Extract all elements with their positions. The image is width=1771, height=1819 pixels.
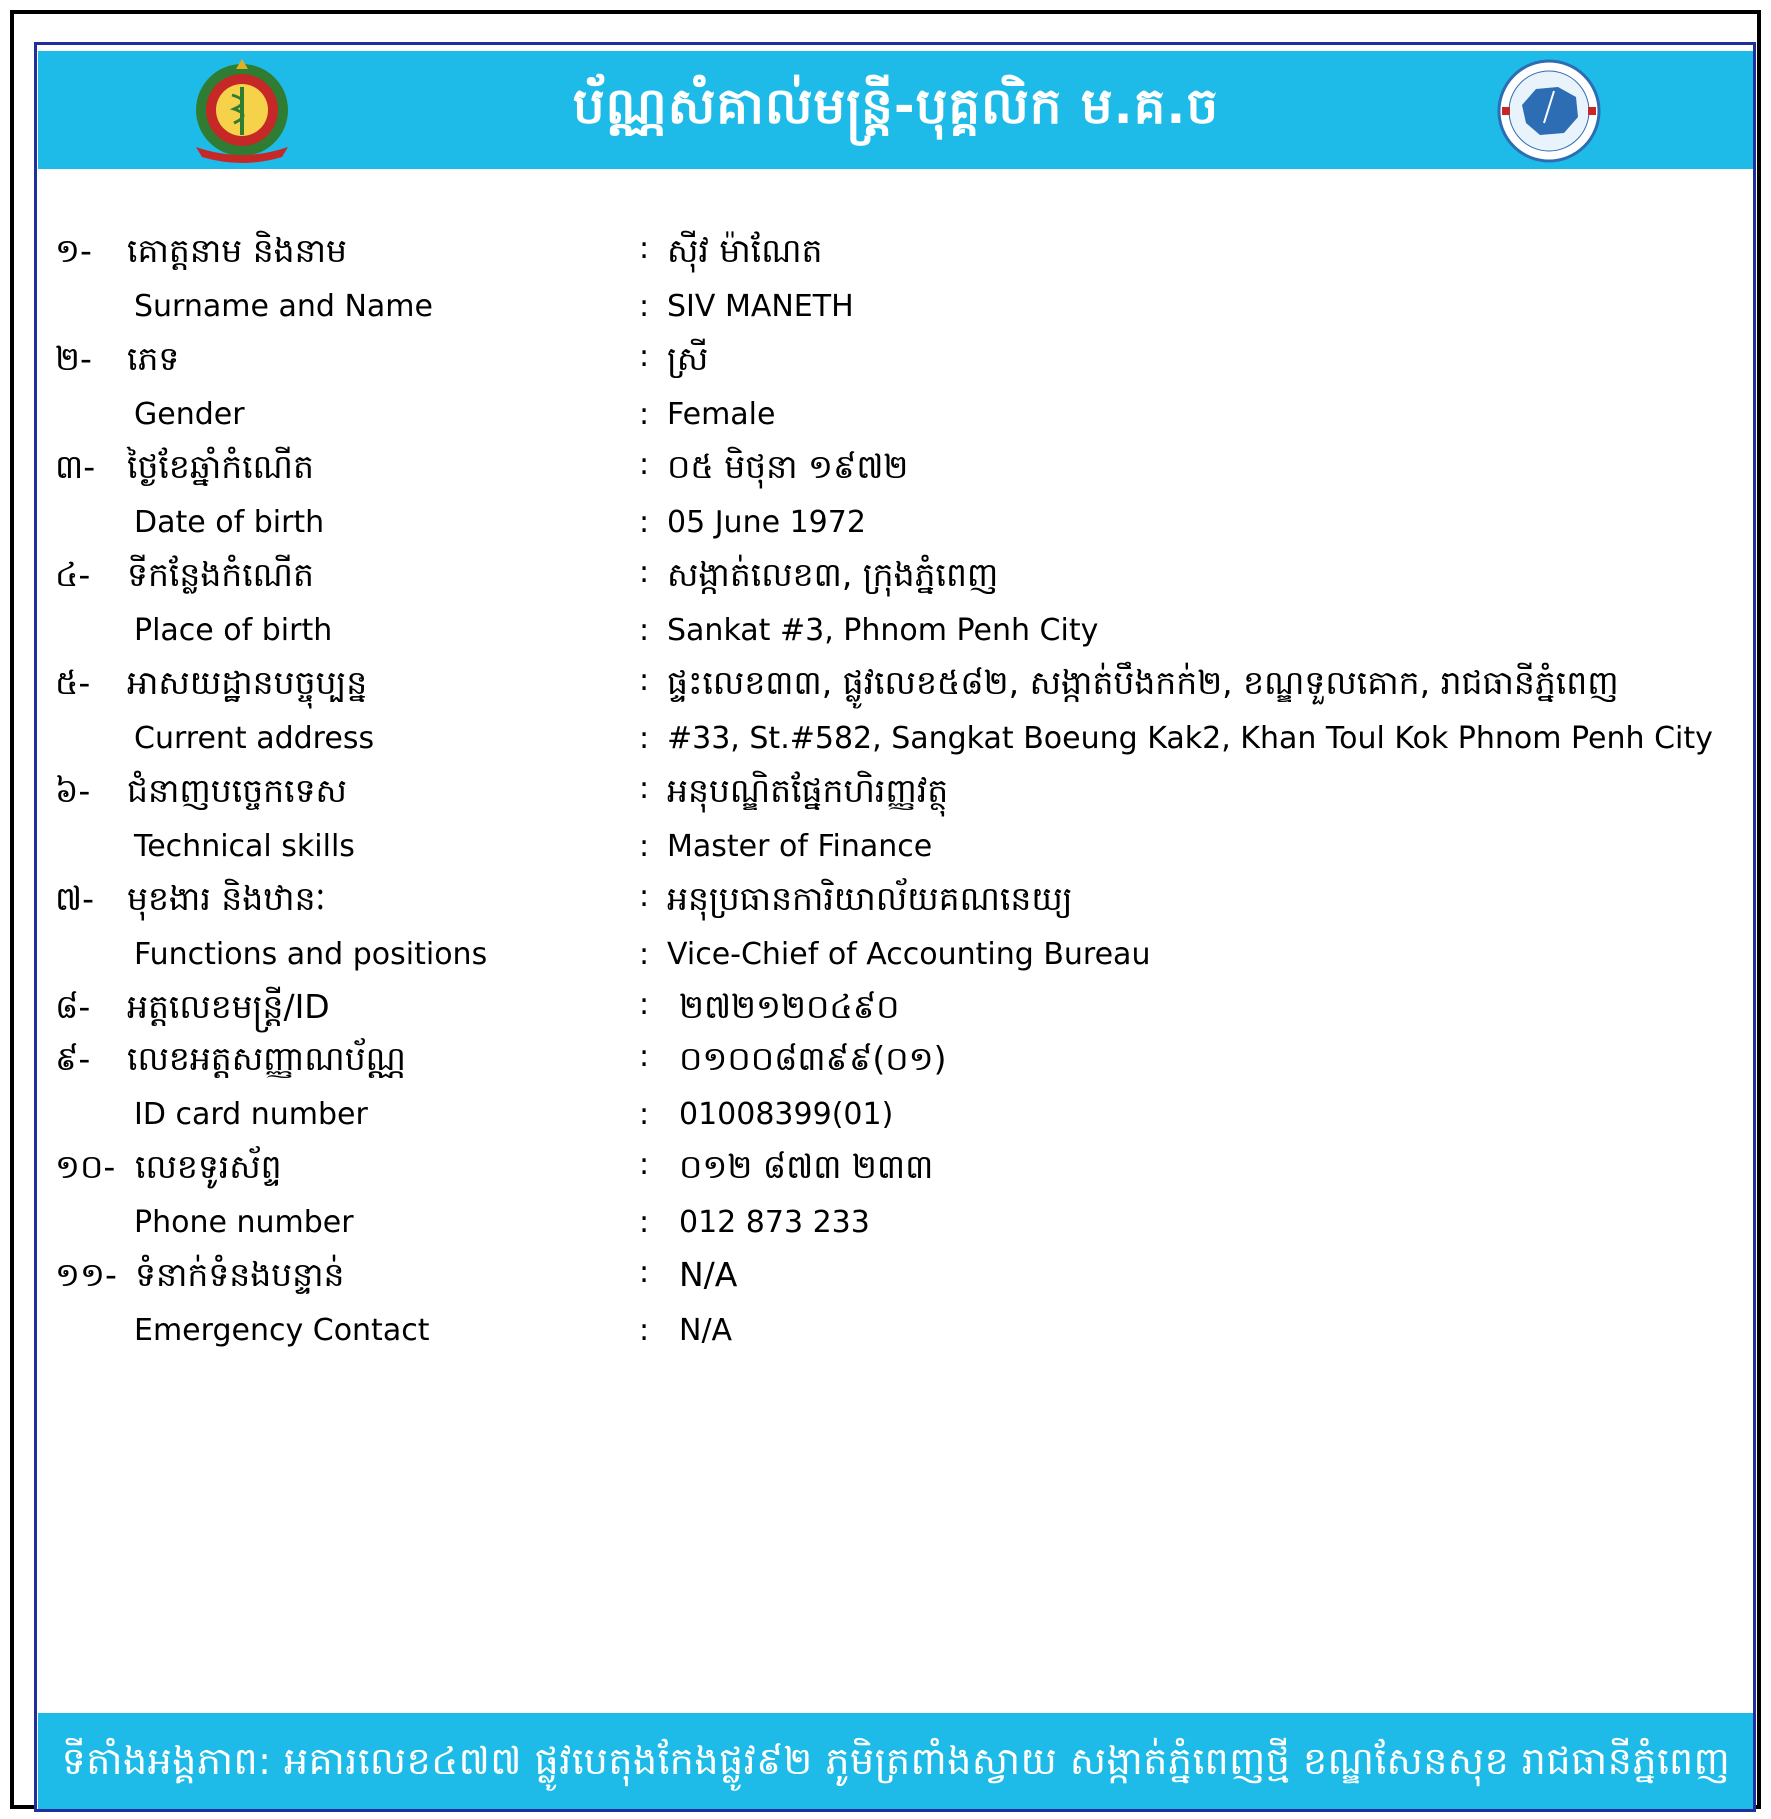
card-title: ប័ណ្ណសំគាល់មន្រ្តី-បុគ្គលិក ម.គ.ច xyxy=(572,77,1220,135)
field-value-en: Vice-Chief of Accounting Bureau xyxy=(667,937,1151,972)
field-value-km: ២៧២១២០៤៩០ xyxy=(679,987,900,1026)
field-colon: : xyxy=(639,397,650,432)
field-label-en: Gender xyxy=(134,397,245,432)
field-label-en: Emergency Contact xyxy=(134,1313,430,1348)
field-colon: : xyxy=(639,1147,650,1182)
field-label-km: អាសយដ្ឋានបច្ចុប្បន្ន xyxy=(127,663,368,702)
field-label-km: ថ្ងៃខែឆ្នាំកំណើត xyxy=(127,447,314,486)
field-row-en xyxy=(37,1089,1753,1143)
field-colon: : xyxy=(639,1039,650,1074)
field-colon: : xyxy=(639,1205,650,1240)
field-number: ១១- xyxy=(55,1255,117,1294)
field-row-km xyxy=(37,1143,1753,1197)
field-value-en: 012 873 233 xyxy=(679,1205,870,1240)
field-label-en: Current address xyxy=(134,721,375,756)
field-value-en: 01008399(01) xyxy=(679,1097,894,1132)
field-row-km xyxy=(37,1251,1753,1305)
organization-map-logo-icon xyxy=(1496,59,1602,163)
field-colon: : xyxy=(639,663,650,698)
field-label-en: Date of birth xyxy=(134,505,325,540)
footer-banner xyxy=(38,1713,1754,1809)
field-colon: : xyxy=(639,555,650,590)
field-label-en: Surname and Name xyxy=(134,289,433,324)
field-label-en: Place of birth xyxy=(134,613,333,648)
field-colon: : xyxy=(639,829,650,864)
field-colon: : xyxy=(639,879,650,914)
field-number: ៧- xyxy=(55,879,94,918)
field-label-km: ទំនាក់ទំនងបន្ទាន់ xyxy=(135,1255,345,1294)
field-value-km: ០១០០៨៣៩៩(០១) xyxy=(679,1039,947,1078)
field-label-km: ភេទ xyxy=(127,339,180,378)
field-value-en: Female xyxy=(667,397,776,432)
field-label-en: ID card number xyxy=(134,1097,368,1132)
field-row-km xyxy=(37,983,1753,1037)
field-value-en: #33, St.#582, Sangkat Boeung Kak2, Khan Toul Kok Phnom Penh City xyxy=(667,721,1713,756)
field-number: ៨- xyxy=(55,987,91,1026)
field-row-en xyxy=(37,929,1753,983)
field-row-en xyxy=(37,821,1753,875)
field-number: ៦- xyxy=(55,771,91,810)
field-row-km xyxy=(37,875,1753,929)
field-colon: : xyxy=(639,1097,650,1132)
field-colon: : xyxy=(639,771,650,806)
card-outer-border xyxy=(10,10,1761,1809)
field-value-km: អនុប្រធានការិយាល័យគណនេយ្យ xyxy=(667,879,1073,918)
field-colon: : xyxy=(639,937,650,972)
field-value-km: ០១២ ៨៧៣ ២៣៣ xyxy=(679,1147,934,1186)
field-number: ៩- xyxy=(55,1039,91,1078)
field-value-km: ស្រី xyxy=(667,339,709,378)
field-row-en xyxy=(37,281,1753,335)
field-row-km xyxy=(37,443,1753,497)
field-number: ៤- xyxy=(55,555,91,594)
field-number: ៣- xyxy=(55,447,96,486)
field-number: ១- xyxy=(55,231,92,270)
field-value-en: SIV MANETH xyxy=(667,289,854,324)
field-colon: : xyxy=(639,339,650,374)
field-colon: : xyxy=(639,721,650,756)
field-colon: : xyxy=(639,231,650,266)
field-value-km: ស៊ីវ ម៉ាណែត xyxy=(667,231,823,270)
field-colon: : xyxy=(639,1313,650,1348)
field-label-km: មុខងារ និងឋានៈ xyxy=(127,879,326,918)
field-label-km: ទីកន្លែងកំណើត xyxy=(127,555,314,594)
field-value-km: ផ្ទះលេខ៣៣, ផ្លូវលេខ៥៨២, សង្កាត់បឹងកក់២, ខណ្ឌទួលគោក, រាជធានីភ្នំពេញ xyxy=(667,663,1619,702)
field-value-en: N/A xyxy=(679,1313,733,1348)
field-label-en: Technical skills xyxy=(134,829,355,864)
field-label-km: គោត្តនាម និងនាម xyxy=(127,231,347,270)
header-banner xyxy=(38,51,1754,169)
field-colon: : xyxy=(639,1255,650,1290)
field-row-km xyxy=(37,227,1753,281)
field-colon: : xyxy=(639,613,650,648)
field-colon: : xyxy=(639,987,650,1022)
field-colon: : xyxy=(639,447,650,482)
field-label-km: អត្តលេខមន្ត្រី/ID xyxy=(127,987,330,1026)
field-value-en: Master of Finance xyxy=(667,829,933,864)
field-row-en xyxy=(37,713,1753,767)
field-value-km: សង្កាត់លេខ៣, ក្រុងភ្នំពេញ xyxy=(667,555,999,594)
field-label-km: លេខអត្តសញ្ញាណប័ណ្ណ xyxy=(127,1039,406,1078)
field-label-km: លេខទូរស័ព្ទ xyxy=(135,1147,282,1186)
field-number: ១០- xyxy=(55,1147,116,1186)
field-value-en: 05 June 1972 xyxy=(667,505,866,540)
field-value-km: ០៥ មិថុនា ១៩៧២ xyxy=(667,447,909,486)
field-number: ២- xyxy=(55,339,92,378)
field-colon: : xyxy=(639,289,650,324)
field-row-km xyxy=(37,1035,1753,1089)
field-row-en xyxy=(37,605,1753,659)
field-row-en xyxy=(37,1305,1753,1359)
field-row-km xyxy=(37,767,1753,821)
field-label-km: ជំនាញបច្ចេកទេស xyxy=(127,771,347,810)
field-value-km: អនុបណ្ឌិតផ្នែកហិរញ្ញវត្ថុ xyxy=(667,771,949,810)
card-inner-border xyxy=(34,42,1756,1812)
field-label-en: Phone number xyxy=(134,1205,354,1240)
field-colon: : xyxy=(639,505,650,540)
field-label-en: Functions and positions xyxy=(134,937,488,972)
field-row-en xyxy=(37,1197,1753,1251)
field-number: ៥- xyxy=(55,663,91,702)
field-value-en: Sankat #3, Phnom Penh City xyxy=(667,613,1099,648)
field-value-km: N/A xyxy=(679,1255,738,1294)
footer-address: ទីតាំងអង្គភាព: អគារលេខ៤៧៧ ផ្លូវបេតុងកែងផ្លូវ៩២ ភូមិត្រពាំងស្វាយ សង្កាត់ភ្នំពេញថ្មី ខណ្ឌសែនសុខ រាជធានីភ្នំពេញ xyxy=(61,1739,1731,1783)
field-row-en xyxy=(37,389,1753,443)
field-row-km xyxy=(37,335,1753,389)
field-row-km xyxy=(37,551,1753,605)
field-row-en xyxy=(37,497,1753,551)
field-row-km xyxy=(37,659,1753,713)
